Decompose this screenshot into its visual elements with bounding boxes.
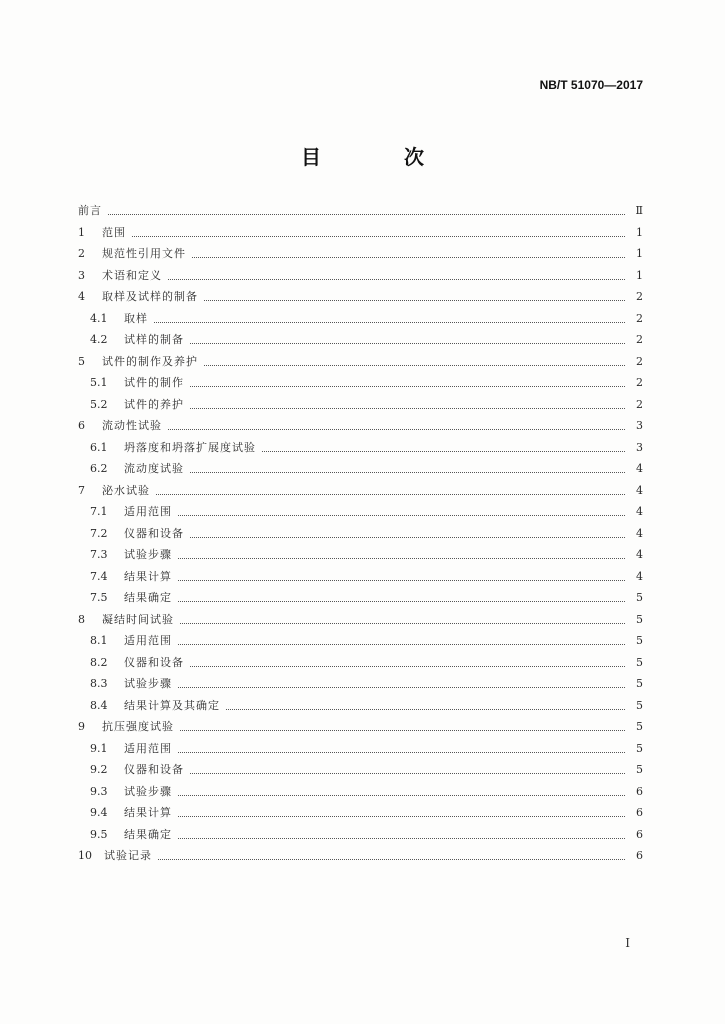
toc-entry[interactable] — [78, 200, 643, 218]
leader-dots — [178, 751, 625, 753]
toc-entry-number: 7.3 — [90, 548, 108, 561]
toc-entry-number: 4.1 — [90, 311, 108, 325]
toc-entry-number: 6 — [78, 419, 85, 432]
toc-entry-label: 适用范围 — [124, 634, 172, 647]
toc-entry[interactable] — [90, 673, 643, 691]
toc-entry-label: 仪器和设备 — [124, 655, 184, 669]
toc-entry[interactable] — [78, 480, 643, 498]
toc-entry[interactable] — [78, 716, 643, 734]
toc-entry-label: 试验记录 — [104, 849, 152, 862]
toc-entry[interactable] — [90, 630, 643, 648]
toc-entry-label: 结果计算 — [124, 806, 172, 819]
toc-entry[interactable] — [90, 759, 643, 777]
toc-entry-label: 凝结时间试验 — [102, 612, 174, 626]
toc-entry[interactable] — [90, 458, 643, 476]
toc-entry-number: 9.3 — [90, 784, 108, 798]
toc-entry[interactable] — [78, 265, 643, 283]
toc-entry-label: 试验步骤 — [124, 548, 172, 561]
toc-entry-page: 2 — [636, 376, 643, 389]
toc-entry-number: 5 — [78, 354, 85, 368]
toc-entry-number: 10 — [78, 849, 92, 862]
page-title: 目 次 — [301, 145, 462, 169]
leader-dots — [192, 256, 625, 258]
toc-entry-page: 6 — [636, 806, 643, 819]
toc-entry[interactable] — [90, 652, 643, 670]
toc-entry-page: 5 — [636, 720, 643, 733]
toc-entry-label: 取样 — [124, 311, 148, 325]
toc-entry-page: 6 — [636, 849, 643, 862]
toc-entry-page: 4 — [636, 548, 643, 561]
leader-dots — [178, 514, 625, 516]
leader-dots — [204, 364, 625, 366]
toc-entry-label: 结果确定 — [124, 591, 172, 604]
toc-entry-number: 9.2 — [90, 763, 108, 776]
toc-entry-page: 4 — [636, 462, 643, 475]
toc-entry-page: 5 — [636, 655, 643, 669]
toc-entry-page: 5 — [636, 634, 643, 647]
toc-entry-page: 5 — [636, 698, 643, 712]
toc-entry-page: 5 — [636, 763, 643, 776]
toc-entry[interactable] — [90, 308, 643, 326]
toc-entry-number: 7.5 — [90, 591, 108, 604]
toc-entry[interactable] — [90, 738, 643, 756]
toc-entry-label: 结果计算 — [124, 569, 172, 583]
leader-dots — [178, 579, 625, 581]
toc-entry-page: 4 — [636, 526, 643, 540]
leader-dots — [178, 686, 625, 688]
toc-entry-number: 4 — [78, 290, 85, 303]
toc-entry[interactable] — [90, 802, 643, 820]
toc-entry-number: 9.5 — [90, 827, 108, 841]
toc-entry-page: 1 — [636, 225, 643, 239]
toc-entry[interactable] — [90, 394, 643, 412]
leader-dots — [154, 321, 625, 323]
toc-entry-label: 结果计算及其确定 — [124, 698, 220, 712]
toc-entry-number: 7.4 — [90, 569, 108, 583]
toc-entry-label: 流动度试验 — [124, 462, 184, 475]
toc-entry-page: 2 — [636, 333, 643, 346]
leader-dots — [168, 428, 625, 430]
leader-dots — [108, 213, 625, 215]
toc-entry-number: 7 — [78, 483, 85, 497]
toc-entry-label: 规范性引用文件 — [102, 247, 186, 260]
toc-entry[interactable] — [90, 544, 643, 562]
toc-entry[interactable] — [90, 824, 643, 842]
toc-entry[interactable] — [90, 695, 643, 713]
toc-entry-label: 仪器和设备 — [124, 526, 184, 540]
toc-entry-page: 5 — [636, 591, 643, 604]
toc-entry-label: 适用范围 — [124, 741, 172, 755]
leader-dots — [158, 858, 625, 860]
standard-code: NB/T 51070—2017 — [539, 78, 643, 92]
toc-entry-page: 1 — [636, 268, 643, 282]
toc-entry-label: 试件的制作及养护 — [102, 354, 198, 368]
toc-entry[interactable] — [78, 286, 643, 304]
toc-entry[interactable] — [78, 222, 643, 240]
toc-entry-page: 6 — [636, 784, 643, 798]
toc-entry[interactable] — [90, 501, 643, 519]
page-number: I — [625, 936, 630, 950]
toc-entry[interactable] — [90, 587, 643, 605]
leader-dots — [178, 815, 625, 817]
toc-entry[interactable] — [90, 566, 643, 584]
toc-entry-page: 5 — [636, 612, 643, 626]
leader-dots — [180, 622, 625, 624]
toc-entry-label: 仪器和设备 — [124, 763, 184, 776]
toc-entry[interactable] — [90, 329, 643, 347]
toc-entry-label: 结果确定 — [124, 827, 172, 841]
toc-entry[interactable] — [90, 437, 643, 455]
toc-entry-number: 4.2 — [90, 333, 108, 346]
toc-entry-label: 试样的制备 — [124, 333, 184, 346]
toc-entry[interactable] — [78, 845, 643, 863]
leader-dots — [204, 299, 625, 301]
toc-entry[interactable] — [90, 781, 643, 799]
toc-entry-number: 9.4 — [90, 806, 108, 819]
leader-dots — [190, 665, 625, 667]
toc-entry-number: 9.1 — [90, 741, 108, 755]
toc-entry-number: 5.1 — [90, 376, 108, 389]
toc-entry-label: 抗压强度试验 — [102, 720, 174, 733]
leader-dots — [190, 342, 625, 344]
toc-entry-label: 流动性试验 — [102, 419, 162, 432]
toc-entry-number: 2 — [78, 247, 85, 260]
toc-entry-label: 试件的养护 — [124, 397, 184, 411]
toc-entry-label: 范围 — [102, 225, 126, 239]
toc-entry-label: 泌水试验 — [102, 483, 150, 497]
toc-entry-number: 8.4 — [90, 698, 108, 712]
leader-dots — [190, 471, 625, 473]
toc-entry-page: 2 — [636, 397, 643, 411]
toc-entry-label: 坍落度和坍落扩展度试验 — [124, 440, 256, 454]
toc-entry-page: 5 — [636, 677, 643, 690]
toc-entry-page: Ⅱ — [635, 204, 643, 217]
leader-dots — [226, 708, 625, 710]
toc-entry[interactable] — [90, 372, 643, 390]
toc-entry[interactable] — [78, 243, 643, 261]
toc-entry-number: 8.1 — [90, 634, 108, 647]
toc-entry-page: 5 — [636, 741, 643, 755]
leader-dots — [190, 772, 625, 774]
toc-entry-label: 适用范围 — [124, 505, 172, 518]
leader-dots — [156, 493, 625, 495]
toc-entry-number: 9 — [78, 720, 85, 733]
leader-dots — [190, 385, 625, 387]
toc-entry-label: 术语和定义 — [102, 268, 162, 282]
leader-dots — [132, 235, 625, 237]
toc-entry-label: 试验步骤 — [124, 784, 172, 798]
toc-entry-number: 7.2 — [90, 526, 108, 540]
leader-dots — [178, 794, 625, 796]
toc-entry-page: 3 — [636, 419, 643, 432]
toc-entry-page: 2 — [636, 311, 643, 325]
toc-entry-number: 1 — [78, 225, 85, 239]
toc-entry[interactable] — [78, 415, 643, 433]
leader-dots — [190, 407, 625, 409]
toc-entry-label: 前言 — [78, 204, 102, 217]
toc-entry-number: 6.2 — [90, 462, 108, 475]
toc-entry-number: 5.2 — [90, 397, 108, 411]
leader-dots — [178, 837, 625, 839]
leader-dots — [180, 729, 625, 731]
toc-entry-page: 6 — [636, 827, 643, 841]
toc-entry[interactable] — [90, 523, 643, 541]
toc-entry-page: 4 — [636, 483, 643, 497]
toc-entry-page: 4 — [636, 505, 643, 518]
leader-dots — [178, 600, 625, 602]
toc-entry-page: 3 — [636, 440, 643, 454]
toc-entry-label: 试验步骤 — [124, 677, 172, 690]
leader-dots — [190, 536, 625, 538]
toc-entry-number: 8.3 — [90, 677, 108, 690]
toc-entry[interactable] — [78, 609, 643, 627]
leader-dots — [178, 557, 625, 559]
toc-entry-number: 6.1 — [90, 440, 108, 454]
toc-entry-page: 2 — [636, 290, 643, 303]
leader-dots — [262, 450, 625, 452]
leader-dots — [168, 278, 625, 280]
toc-entry-page: 4 — [636, 569, 643, 583]
toc-entry-label: 取样及试样的制备 — [102, 290, 198, 303]
toc-entry-page: 1 — [636, 247, 643, 260]
toc-entry-number: 3 — [78, 268, 85, 282]
toc-entry-number: 7.1 — [90, 505, 108, 518]
toc-entry-number: 8.2 — [90, 655, 108, 669]
toc-entry[interactable] — [78, 351, 643, 369]
toc-entry-page: 2 — [636, 354, 643, 368]
leader-dots — [178, 643, 625, 645]
toc-entry-number: 8 — [78, 612, 85, 626]
toc-entry-label: 试件的制作 — [124, 376, 184, 389]
